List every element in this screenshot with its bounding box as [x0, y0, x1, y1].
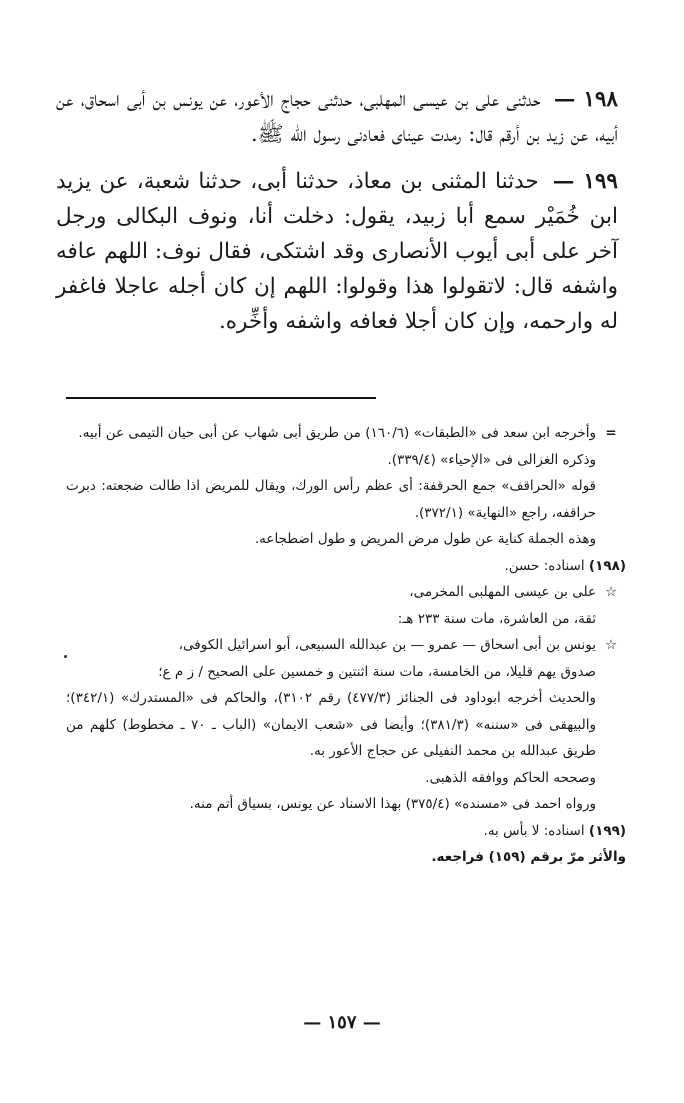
footnote-line [66, 526, 626, 553]
footnote-takhrij: والحديث أخرجه ابوداود فى الجنائز (٤٧٧/٣) رقم ٣١٠٢)، والحاكم فى «المستدرك» (٣٤٢/١)؛ والبيهقى فى «سننه» (٣٨١/٣)؛ وأيضا فى «شعب الايمان» (الباب ـ ٧٠ ـ مخطوط) كلهم من طريق عبدالله بن محمد النفيلى عن حجاج الأعور به. [66, 690, 596, 759]
star-icon: ☆ [604, 584, 618, 600]
hadith-198-number: ١٩٨ — [553, 87, 618, 112]
footnote-198-isnad: اسناده: حسن. [504, 557, 585, 574]
footnote-narrator-yunus-grade: صدوق يهم قليلا، من الخامسة، مات سنة اثنتين و خمسين على الصحيح / ز م ع؛ [158, 663, 596, 680]
stray-dot [64, 655, 67, 658]
star-icon: ☆ [604, 637, 618, 653]
footnote-199-isnad: اسناده: لا بأس به. [483, 822, 585, 839]
hadith-199-number: ١٩٩ — [552, 169, 618, 194]
main-text [56, 82, 618, 351]
footnote-line [66, 818, 626, 845]
footnote-harakif: قوله «الحراقف» جمع الحرقفة: أى عظم رأس الورك، ويقال للمريض اذا طالت ضجعته: دبرت حراقفه، راجع «النهاية» (٣٧٢/١). [66, 478, 596, 521]
footnote-divider [66, 397, 376, 399]
footnote-199-label: (١٩٩) [588, 822, 626, 839]
page-number: — ١٥٧ — [303, 1012, 381, 1033]
footnote-line [66, 791, 626, 818]
footnote-line [66, 685, 626, 765]
footnote-line [66, 765, 626, 792]
hadith-198-text: حدثنى على بن عيسى المهلبى، حدثنى حجاج الأعور، عن يونس بن أبى اسحاق، عن أبيه، عن زيد بن أرقم قال: رمدت عيناى فعادنى رسول الله ﷺ. [56, 87, 618, 147]
footnote-ahmad: ورواه احمد فى «مسنده» (٣٧٥/٤) بهذا الاسناد عن يونس، بسياق أتم منه. [189, 796, 596, 812]
equals-mark: = [605, 425, 617, 441]
footnote-line [66, 606, 626, 633]
footnote-narrator-ali: على بن عيسى المهلبى المخرمى، [409, 584, 596, 600]
footnote-line [66, 844, 626, 871]
hadith-199-text: حدثنا المثنى بن معاذ، حدثنا أبى، حدثنا شعبة، عن يزيد ابن خُمَيْر سمع أبا زبيد، يقول: دخلت أنا، ونوف البكالى ورجل آخر على أبى أيوب الأنصارى وقد اشتكى، فقال نوف: اللهم عافه واشفه قال: لاتقولوا هذا وقولوا: اللهم إن كان أجله عاجلا فاغفر له وارحمه، وإن كان أجلا فعافه واشفه وأخِّره. [56, 169, 618, 334]
footnote-line [66, 473, 626, 526]
footnote-line [66, 420, 626, 447]
footnote-198-label: (١٩٨) [588, 557, 626, 574]
footnote-metaphor: وهذه الجملة كناية عن طول مرض المريض و طول اضطجاعه. [254, 531, 596, 547]
hadith-199 [56, 164, 618, 339]
footnote-athar: والأثر مرّ برقم (١٥٩) فراجعه. [431, 849, 626, 865]
footnote-line [66, 659, 626, 686]
footnote-ibn-saad: وأخرجه ابن سعد فى «الطبقات» (١٦٠/٦) من طريق أبى شهاب عن أبى حيان التيمى عن أبيه. [78, 425, 596, 441]
footnote-ghazali: وذكره الغزالى فى «الإحياء» (٣٣٩/٤). [387, 451, 596, 468]
footnote-hakim: وصححه الحاكم ووافقه الذهبى. [425, 769, 596, 786]
footnote-narrator-yunus: يونس بن أبى اسحاق — عمرو — بن عبدالله السبيعى، أبو اسرائيل الكوفى، [178, 637, 596, 653]
footnote-line [66, 579, 626, 606]
footnote-narrator-ali-grade: ثقة، من العاشرة، مات سنة ٢٣٣ هـ: [397, 610, 596, 627]
footnotes [66, 420, 626, 871]
footnote-line [66, 447, 626, 474]
hadith-198 [56, 82, 618, 152]
footnote-line [66, 553, 626, 580]
footnote-line [66, 632, 626, 659]
